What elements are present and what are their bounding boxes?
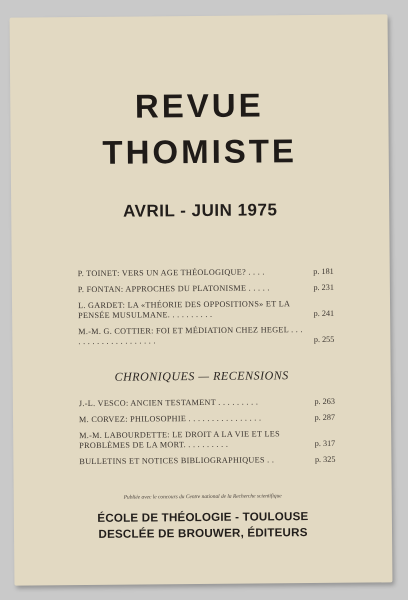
toc-entry-page: p. 287	[314, 412, 336, 423]
toc-entry	[78, 283, 334, 295]
issue-date: AVRIL - JUIN 1975	[122, 200, 278, 221]
toc-entry-text: P. TOINET: VERS UN AGE THÉOLOGIQUE? . . . .	[77, 267, 265, 279]
toc-entry-text: P. FONTAN: APPROCHES DU PLATONISME . . . . .	[77, 283, 270, 295]
title-line-2: THOMISTE	[102, 132, 298, 171]
book-cover	[10, 14, 393, 585]
toc-entry-text: M. CORVEZ: PHILOSOPHIE . . . . . . . . . . . . . . . .	[78, 413, 262, 425]
toc-entry-page: p. 181	[313, 266, 334, 277]
toc-entry	[79, 455, 335, 467]
toc-entry	[78, 267, 334, 279]
toc-entry	[79, 397, 335, 409]
toc-entry-page: p. 241	[313, 308, 335, 319]
toc-entry	[79, 429, 335, 451]
table-of-contents-chronicles	[79, 397, 336, 473]
toc-entry	[79, 413, 335, 425]
toc-entry	[78, 299, 334, 321]
funding-notice: Publiée avec le concours du Centre national de la Recherche scientifique	[123, 493, 282, 501]
section-heading: CHRONIQUES — RECENSIONS	[114, 368, 289, 384]
toc-entry-text: J.-L. VESCO: ANCIEN TESTAMENT . . . . . . . . .	[78, 397, 259, 409]
publisher-line-1: ÉCOLE DE THÉOLOGIE - TOULOUSE	[97, 510, 309, 525]
toc-entry	[78, 325, 334, 347]
title-line-1: REVUE	[134, 86, 264, 125]
toc-entry-text: L. GARDET: LA «THÉORIE DES OPPOSITIONS» ET LA PENSÉE MUSULMANE. . . . . . . . . .	[78, 299, 290, 321]
toc-entry-text: BULLETINS ET NOTICES BIBLIOGRAPHIQUES . .	[79, 455, 275, 467]
toc-entry-page: p. 317	[314, 438, 336, 449]
toc-entry-page: p. 255	[313, 334, 335, 345]
toc-entry-page: p. 263	[314, 396, 335, 407]
publisher-line-2: DESCLÉE DE BROUWER, ÉDITEURS	[98, 526, 308, 541]
toc-entry-page: p. 231	[313, 282, 334, 293]
toc-entry-page: p. 325	[314, 454, 336, 465]
table-of-contents-articles	[78, 267, 335, 353]
toc-entry-text: M.-M. LABOURDETTE: LE DROIT A LA VIE ET LES PROBLÈMES DE LA MORT. . . . . . . . . .	[79, 429, 280, 451]
toc-entry-text: M.-M. G. COTTIER: FOI ET MÉDIATION CHEZ HEGEL . . . . . . . . . . . . . . . . . . . .	[78, 325, 303, 347]
